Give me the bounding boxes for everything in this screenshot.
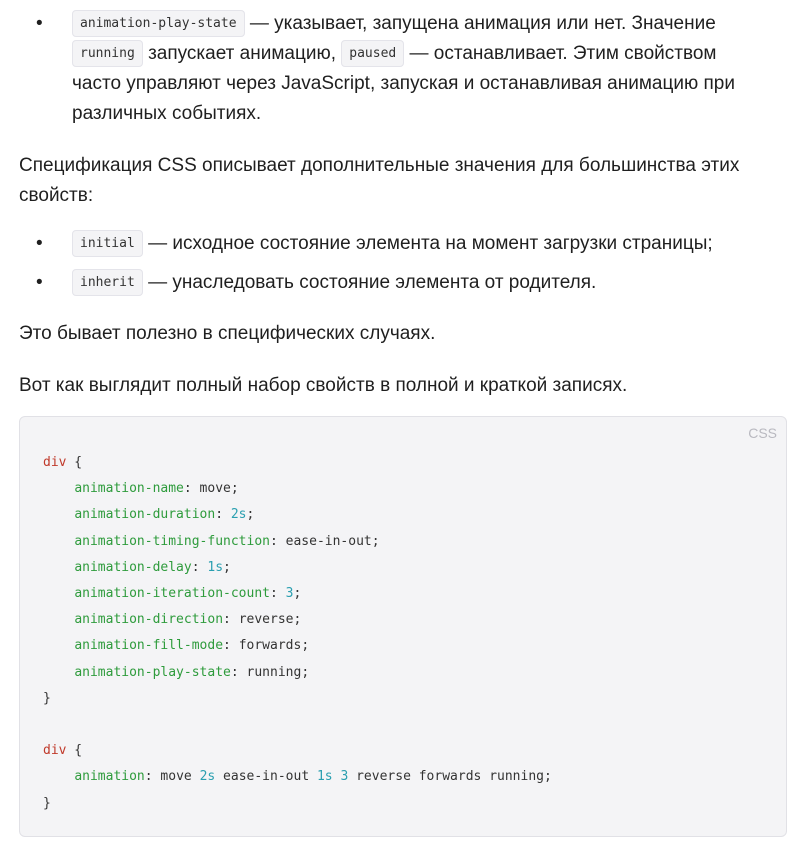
css-value: reverse [356, 769, 411, 785]
css-value: 3 [340, 769, 349, 785]
bullet-dot: • [36, 272, 43, 293]
css-value: 1s [207, 559, 224, 575]
list-item [0, 9, 790, 129]
css-value: 3 [285, 586, 294, 602]
code-line: animation-iteration-count: 3; [74, 586, 302, 602]
paragraph-useful: Это бывает полезно в специфических случаях. [19, 323, 436, 344]
code-line [43, 691, 51, 706]
css-selector: div [43, 743, 67, 759]
css-property: animation-delay [74, 559, 192, 575]
css-property: animation-name [74, 481, 184, 497]
css-brace: { [66, 455, 83, 470]
css-property: animation [74, 769, 145, 785]
bullet-dot: • [36, 13, 43, 34]
code-properties [43, 481, 380, 679]
list-item-text: часто управляют через JavaScript, запуская и останавливая анимацию при [72, 73, 735, 94]
css-value: running [489, 769, 544, 785]
list-item [0, 268, 790, 298]
css-property: animation-duration [74, 507, 216, 523]
code-block[interactable] [19, 416, 787, 837]
css-value-list [160, 769, 544, 784]
code-line [43, 796, 51, 811]
css-property: animation-fill-mode [74, 638, 224, 654]
css-value: move [199, 481, 231, 497]
css-property: animation-iteration-count [74, 586, 270, 602]
code-content[interactable] [43, 450, 552, 817]
code-line [43, 455, 82, 470]
bullet-list-spec [0, 229, 790, 298]
paragraph-spec: Спецификация CSS описывает дополнительные значения для большинства этих свойств: [19, 155, 740, 206]
css-value: ease-in-out [285, 533, 372, 549]
inline-code: inherit [72, 269, 143, 296]
list-item-text: — унаследовать состояние элемента от родителя. [148, 272, 597, 293]
code-line: animation-play-state: running; [74, 664, 310, 680]
inline-code: paused [341, 40, 404, 67]
code-line: animation-timing-function: ease-in-out; [74, 533, 380, 549]
css-value: ease-in-out [223, 769, 310, 785]
css-value: move [160, 769, 192, 785]
css-value: forwards [418, 769, 482, 785]
list-item-text: — исходное состояние элемента на момент загрузки страницы; [148, 233, 713, 254]
code-line: animation-direction: reverse; [74, 612, 302, 628]
code-line: animation: move 2s ease-in-out 1s 3 reverse forwards running; [74, 769, 552, 785]
css-value: 2s [199, 769, 216, 785]
code-line [43, 743, 82, 758]
list-item-text: запускает анимацию, [148, 43, 336, 64]
inline-code: animation-play-state [72, 10, 245, 37]
css-value: 2s [230, 507, 247, 523]
css-property: animation-direction [74, 612, 224, 628]
paragraph-intro: Вот как выглядит полный набор свойств в полной и краткой записях. [19, 375, 628, 396]
code-line: animation-duration: 2s; [74, 507, 255, 523]
bullet-list-top [0, 9, 790, 129]
code-line: animation-name: move; [74, 481, 239, 497]
inline-code: initial [72, 230, 143, 257]
list-item-text: — останавливает. Этим свойством [409, 43, 717, 64]
css-selector: div [43, 455, 67, 470]
css-property: animation-timing-function [74, 533, 270, 549]
css-brace: } [43, 795, 51, 811]
css-brace: } [43, 690, 51, 706]
css-brace: { [66, 743, 83, 759]
css-value: running [246, 664, 302, 680]
code-line: animation-fill-mode: forwards; [74, 638, 310, 654]
list-item-text: различных событиях. [72, 103, 262, 124]
code-language-label: CSS [748, 425, 777, 441]
list-item-text: — указывает, запущена анимация или нет. Значение [249, 13, 716, 34]
bullet-dot: • [36, 233, 43, 254]
code-line: animation-delay: 1s; [74, 559, 231, 575]
css-value: reverse [238, 612, 294, 628]
inline-code: running [72, 40, 143, 67]
css-property: animation-play-state [74, 664, 231, 680]
list-item [0, 229, 790, 259]
css-value: forwards [238, 638, 302, 654]
css-value: 1s [316, 769, 333, 785]
